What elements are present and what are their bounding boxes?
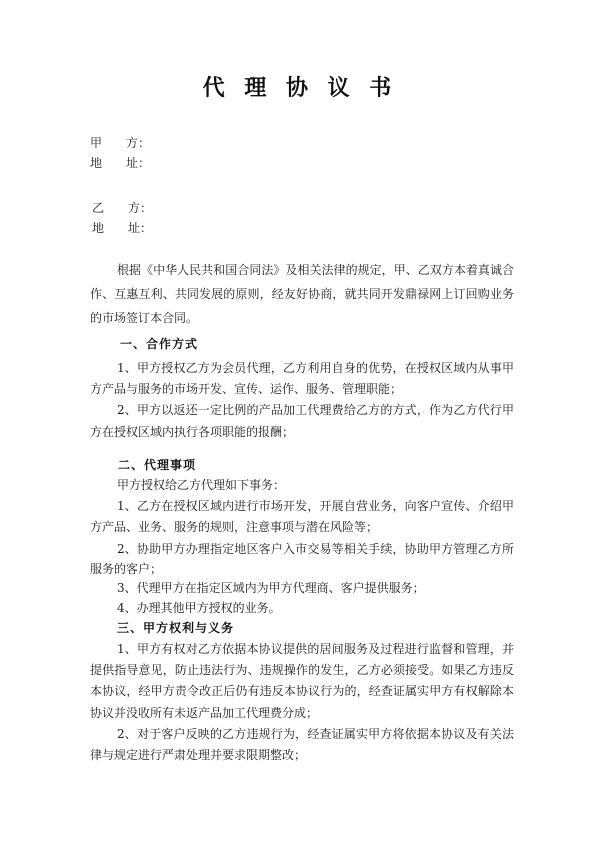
text-line: 2、甲方以返还一定比例的产品加工代理费给乙方的方式，作为乙方代行甲 xyxy=(117,403,514,417)
text-line: 律与规定进行严肃处理并要求限期整改； xyxy=(90,748,307,762)
text-line: 服务的客户； xyxy=(90,562,163,576)
text-line: 2、对于客户反映的乙方违规行为，经查证属实甲方将依据本协议及有关法 xyxy=(117,727,514,741)
text-line: 本协议，经甲方责令改正后仍有违反本协议行为的，经查证属实甲方有权解除本 xyxy=(90,684,514,698)
text-line: 协议并没收所有未返产品加工代理费分成； xyxy=(90,706,319,720)
preamble-line: 作、互惠互利、共同发展的原则，经友好协商，就共同开发鼎禄网上订回购业务 xyxy=(90,287,514,301)
party-a-name-label: 甲 方： xyxy=(90,136,151,150)
text-line: 方产品、业务、服务的规则，注意事项与潜在风险等； xyxy=(90,520,379,534)
text-line: 1、甲方有权对乙方依据本协议提供的居间服务及过程进行监督和管理，并 xyxy=(117,642,514,656)
party-b-address-label: 地 址： xyxy=(92,221,153,235)
text-line: 方在授权区域内执行各项职能的报酬； xyxy=(90,425,295,439)
text-line: 甲方授权给乙方代理如下事务： xyxy=(117,478,286,492)
text-line: 2、协助甲方办理指定地区客户入市交易等相关手续，协助甲方管理乙方所 xyxy=(117,542,514,556)
party-a-address-label: 地 址： xyxy=(90,156,151,170)
preamble-line: 的市场签订本合同。 xyxy=(90,311,199,325)
preamble-line: 根据《中华人民共和国合同法》及相关法律的规定，甲、乙双方本着真诚合 xyxy=(117,263,514,277)
section-heading: 一、合作方式 xyxy=(120,337,199,351)
text-line: 提供指导意见，防止违法行为、违规操作的发生，乙方必须接受。如果乙方违反 xyxy=(90,663,514,677)
text-line: 1、乙方在授权区域内进行市场开发，开展自营业务，向客户宣传、介绍甲 xyxy=(117,499,514,513)
section-heading: 二、代理事项 xyxy=(118,458,197,472)
text-line: 3、代理甲方在指定区域内为甲方代理商、客户提供服务； xyxy=(117,581,425,595)
text-line: 4、办理其他甲方授权的业务。 xyxy=(117,601,281,615)
text-line: 方产品与服务的市场开发、宣传、运作、服务、管理职能； xyxy=(90,382,403,396)
text-line: 1、甲方授权乙方为会员代理，乙方利用自身的优势，在授权区域内从事甲 xyxy=(117,361,514,375)
party-b-name-label: 乙 方： xyxy=(92,201,153,215)
section-heading: 三、甲方权利与义务 xyxy=(117,621,235,635)
document-title: 代 理 协 议 书 xyxy=(202,75,398,101)
